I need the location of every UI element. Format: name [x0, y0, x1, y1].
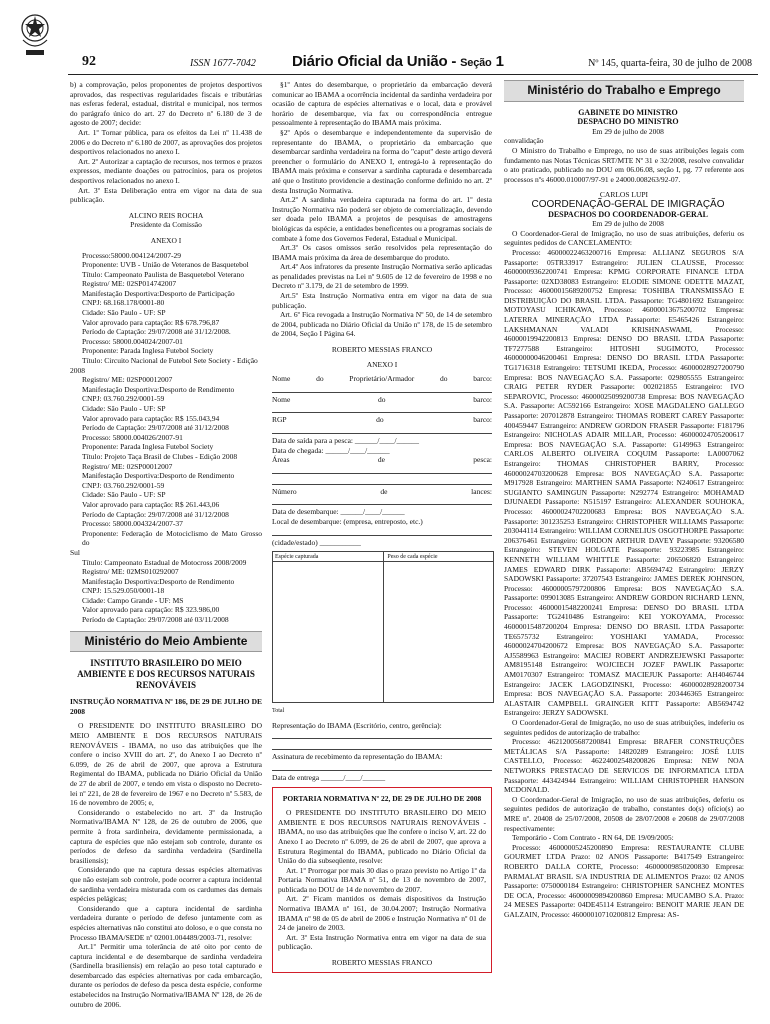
form-blank — [272, 476, 492, 485]
paragraph: O Coordenador-Geral de Imigração, no uso de suas atribuições, indeferiu os seguintes pedidos de autorização de trabalho: — [504, 718, 744, 737]
list-item: Valor aprovado para captação: R$ 323.986,00 — [82, 605, 220, 615]
annex-title: ANEXO I — [366, 359, 398, 369]
list-item: Período de Captação: 29/07/2008 até 31/12/2008 — [82, 423, 229, 433]
form-arrival: Data de chegada: ______/____/______ — [272, 445, 390, 455]
list-item: Manifestação Desportiva:Desporto de Participação — [82, 288, 235, 298]
list-item: Proponente: Federação de Motociclismo de Mato Grosso do — [82, 528, 262, 548]
species-table — [272, 551, 494, 703]
form-row-rgp — [272, 415, 492, 425]
form-label: de — [380, 486, 388, 496]
form-label: do — [316, 374, 324, 384]
form-landing-date: Data de desembarque: ______/____/______ — [272, 507, 405, 517]
section-label: Seção — [460, 57, 492, 69]
form-departure: Data de saída para a pesca: ______/____/______ — [272, 436, 420, 445]
paragraph: O Ministro do Trabalho e Emprego, no uso de suas atribuições legais com fundamento nas Notas Técnicas SRT/MTE Nº 31 e 32/2008, resolve convalidar o ato praticado, publicado no DOU em 06.06.08, seção I, pg. 77 referente aos processos nºs 46000.010007/97-91 e 24000.008263/92-07. — [504, 145, 744, 184]
list-item: Valor aprovado para captação: R$ 155.043,94 — [82, 413, 220, 423]
page-header — [0, 0, 770, 72]
form-blank — [272, 496, 492, 505]
form-blank — [272, 762, 492, 771]
list-item: Período de Captação: 29/07/2008 até 03/11/2008 — [82, 615, 229, 625]
form-blank — [272, 527, 492, 536]
paragraph: Temporário - Com Contrato - RN 64, DE 19/09/2005: — [512, 833, 674, 843]
signer-name: ROBERTO MESSIAS FRANCO — [331, 345, 433, 355]
list-item: Registro/ ME: 02SP014742007 — [82, 279, 177, 289]
form-label: Número — [272, 486, 297, 496]
paragraph: O Coordenador-Geral de Imigração, no uso de suas atribuições, deferiu os seguintes pedidos de autorização de trabalho, constantes do(s) ofício(s) ao MRE nº. 20408 de 25/07/2008, 20508 de 28/07/2008 e 20608 de 29/07/2008 respectivamente: — [504, 794, 744, 833]
journal-name: Diário Oficial da União — [292, 53, 448, 70]
coordinator-dispatch-date: Em 29 de julho de 2008 — [592, 219, 664, 229]
list-item: Registro/ ME: 02SP00012007 — [82, 375, 173, 385]
table-total: Total — [272, 708, 285, 715]
list-item: Valor aprovado para captação: R$ 261.443,06 — [82, 499, 220, 509]
paragraph: Art.5º Esta Instrução Normativa entra em vigor na data de sua publicação. — [272, 291, 492, 310]
form-label: de — [377, 455, 385, 465]
list-item: Proponente: Parada Inglesa Futebol Society — [82, 442, 214, 452]
paragraph: Art. 2º Ficam mantidos os demais dispositivos da Instrução Normativa IBAMA nº 161, de 30.04.2007; Instrução Normativa IBAMA nº 98 de 05 de abril de 2006 e Instrução Normativa nº 01 de 24 de janeiro de 2003. — [278, 894, 486, 933]
list-item: Processo:58000.004124/2007-29 — [82, 250, 181, 260]
form-label: do — [439, 374, 448, 384]
paragraph: Processo: 46000022463200716 Empresa: ALLIANZ SEGUROS S/A Passaporte: 05TR33917 Estrangeiro: JULIEN CLAUSSE, Processo: 46000009362200741 Empresa: KPMG CORPORATE FINANCE LTDA Passaporte: 02XD38083 Estrangeiro: ELODIE SIMONE ODETTE MAZAT, Processo: 46000015689200752 Empresa: TOSHIBA TRANSMISSÃO E DISTRIBUIÇÃO DO BRASIL LTDA. Passaporte: TG4801692 Estrangeiro: MOTOYASU ICHIKAWA, Processo: 46000013675200702 Empresa: LATERRA MINERAÇÃO LTDA Passaporte: E5465426 Estrangeiro: LAKSHMANAN VALADI KRISHNASWAMI, Processo: 46000019942200813 Empresa: DENSO DO BRASIL LTDA Passaporte: TF7277588 Estrangeiro: HITOSHI SUGIMOTO, Processo: 46000000046200461 Empresa: DENSO DO BRASIL LTDA Passaporte: TG1716318 Estrangeiro: TETSUMI IKEDA, Processo: 46000028927200790 Empresa: BOS NAVEGAÇÃO S.A. Passaporte: 029805555 Estrangeiro: CRAIG PETER RYDER Passaporte: 002021855 Estrangeiro: IVO SEPAROVIC, Processo: 46000025099200738 Empresa: BOS NAVEGAÇÃO S.A. Passaporte: AC592166 Estrangeiro: XOSE MAGDALENO GALLEGO Passaporte: 207012878 Estrangeiro: THOMAS ROBERT CAREY Passaporte: 400459447 Estrangeiro: ANDREW GORDON FRASER Passaporte: F181796 Estrangeiro: NICHOLAS ADAIR MILLAR, Processo: 46000024705200617 Empresa: BOS NAVEGAÇÃO S.A. Passaporte: G149963 Estrangeiro: CARLOS ALBERTO OLIVEIRA COQUIM Passaporte: LA0007062 Estrangeiro: THOMAS CHRISTOPHER BARRY, Processo: 46000024703200628 Empresa: BOS NAVEGAÇÃO S.A. Passaporte: M917928 Estrangeiro: MARTHEN SAMA Passaporte: N240617 Estrangeiro: SUGIANTO SAMINGUN Passaporte: N292774 Estrangeiro: MOHAMAD DJUNAEDI Passaporte: N515197 Estrangeiro: ALEXANDER SOUHOKA, Processo: 46000024702200683 Empresa: BOS NAVEGAÇÃO S.A. Passaporte: 301235253 Estrangeiro: CHRISTOPHER WILLIAMS Passaporte: 203044114 Estrangeiro: WILLIAM CORNELIUS OSGOTHORPE Passaporte: 206376461 Estrangeiro: GORDON ARTHUR DAVEY Passaporte: 93206580 Estrangeiro: STEVEN HOLGATE Passaporte: 93223985 Estrangeiro: KENNETH WILLIAM WHITTLE Passaporte: 206506820 Estrangeiro: JAMES EDWARD DIRK Passaporte: AB5694742 Estrangeiro: JERZY SADOWSKI Passaporte: 37207543 Estrangeiro: JAMES DEREK JOHNSON, Processo: 46000005797200806 Empresa: BOS NAVEGAÇÃO S.A. Passaporte: 099013085 Estrangeiro: ANDREW GORDON RICHARD LENN, Processo: 46000015482200241 Empresa: DENSO DO BRASIL LTDA Passaporte: TG2410486 Estrangeiro: KEI YOKOYAMA, Processo: 46000015487200204 Empresa: DENSO DO BRASIL LTDA Passaporte: TE6575732 Estrangeiro: YOSHIAKI YAMADA, Processo: 46000024704200672 Empresa: BOS NAVEGAÇÃO S.A. Passaporte: AJ5589963 Estrangeiro: MACIEJ ROBERT ANDRZEJEWSKI Passaporte: AM8195148 Estrangeiro: WOJCIECH JOZEF PAWLIK Passaporte: AM0170307 Estrangeiro: TOMASZ MACIEJUK Passaporte: AH4046744 Estrangeiro: JACEK LAGODZINSKI, Processo: 46000028928200734 Empresa: BOS NAVEGAÇÃO S.A. Passaporte: 203446365 Estrangeiro: ALASTAIR CAMPBELL GRAINGER KITT Passaporte: AB5694742 Estrangeiro: JERZY SADOWSKI. — [504, 247, 744, 718]
form-signature: Assinatura de recebimento da representação do IBAMA: — [272, 752, 443, 762]
form-label: RGP — [272, 415, 287, 425]
table-header-rule — [273, 561, 493, 562]
list-item: Manifestação Desportiva:Desporto de Rendimento — [82, 576, 235, 586]
paragraph: §1º Antes do desembarque, o proprietário da embarcação deverá comunicar ao IBAMA a ocorrência incidental da sardinha verdadeira por ocasião de captura de espécies alternativas e o local, data e provável horário de desembarque, via fax ou correspondência entregue pessoalmente à representação do IBAMA mais próxima. — [272, 80, 492, 128]
form-blank — [272, 465, 492, 474]
portaria-title: PORTARIA NORMATIVA Nº 22, DE 29 DE JULHO DE 2008 — [282, 793, 482, 803]
list-item: Registro/ ME: 02MS010292007 — [82, 567, 179, 577]
list-item: Período de Captação: 29/07/2008 até 31/12/2008 — [82, 509, 229, 519]
form-row-hauls — [272, 487, 492, 497]
dispatch-date: Em 29 de julho de 2008 — [592, 126, 664, 136]
form-blank — [272, 730, 492, 739]
paragraph: Art. 2º Autorizar a captação de recursos, nos termos e prazos expressos, mediante doações ou patrocínios, para os projetos desportivos relacionados no anexo I. — [70, 156, 262, 185]
paragraph: Considerando que na captura dessas espécies alternativas que não estejam sob controle, pode ocorrer a captura incidental de sardinha verdadeira misturada com os cardumes das demais espécies pelágicas; — [70, 865, 262, 904]
convalidation-label: convalidação — [504, 136, 544, 146]
list-item: CNPJ: 03.760.292/0001-59 — [82, 480, 165, 490]
paragraph: Art.1º Permitir uma tolerância de até oito por cento de captura incidental e de desembarque de sardinha verdadeira (Sardinella brasiliensis) em relação ao peso total capturado e desembarcado das espécies alternativas por cada embarcação, durante os períodos de defeso da pesca desta espécie, conforme estabelecidos na Instrução Normativa/IBAMA Nº 128, de 26 de outubro de 2006. — [70, 942, 262, 1009]
paragraph: O PRESIDENTE DO INSTITUTO BRASILEIRO DO MEIO AMBIENTE E DOS RECURSOS NATURAIS RENOVÁVEIS - IBAMA, no uso das atribuições que lhe confere o inciso XVIII do art. 2º, do Anexo I ao Decreto nº 6.099, de 26 de abril de 2007, que aprova a Estrutura Regimental do IBAMA, publicada no Diário Oficial da União de 27 de abril de 2007, e tendo em vista o disposto no Decreto-lei nº 221, de 28 de fevereiro de 1967 e no Decreto nº 5.583, de 16 de novembro de 2005; e, — [70, 721, 262, 808]
paragraph: Processo: 46000005245200890 Empresa: RESTAURANTE CLUBE GOURMET LTDA Prazo: 02 ANOS Passaporte: B417549 Estrangeiro: ROBERTO DALLA CORTE, Processo: 46000009850200830 Empresa: PARMALAT BRASIL S/A INDUSTRIA DE ALIMENTOS Prazo: 02 ANOS Passaporte: 0750000184 Estrangeiro: CHRISTOPHER SANCHEZ MONTES DE OCA, Processo: 46000009894200860 Empresa: MUCAMBO S.A. Prazo: 24 MESES Passaporte: 04DE45114 Estrangeiro: BENOIT MARIE JEAN DE GALZAIN, Processo: 46000010710200812 Empresa: AS- — [504, 842, 744, 919]
list-item: Título: Projeto Taça Brasil de Clubes - Edição 2008 — [82, 451, 238, 461]
list-item: Manifestação Desportiva:Desporto de Rendimento — [82, 384, 235, 394]
list-item: Proponente: Parada Inglesa Futebol Society — [82, 346, 214, 356]
annex-form — [272, 374, 492, 782]
form-blank — [272, 384, 492, 393]
paragraph: Art. 6º Fica revogada a Instrução Normativa Nº 50, de 14 de setembro de 2004, publicada no Diário Oficial da União nº 178, de 15 de setembro de 2004, Seção I Página 64. — [272, 310, 492, 339]
coordinator-dispatch-heading: DESPACHOS DO COORDENADOR-GERAL — [548, 209, 708, 219]
list-item: Processo: 58000.004026/2007-91 — [82, 432, 183, 442]
page-number: 92 — [82, 54, 96, 69]
form-blank — [272, 741, 492, 750]
paragraph: b) a comprovação, pelos proponentes de projetos desportivos aprovados, das respectivas regularidades fiscais e tributárias nas esferas federal, estadual, distrital e municipal, nos termos do parágrafo único do art. 27 do Decreto nº 6.180 de 3 de agosto de 2007; decide: — [70, 80, 262, 128]
state-tag: Sul — [70, 547, 81, 557]
annex-title: ANEXO I — [150, 235, 182, 245]
paragraph: §2º Após o desembarque e independentemente da supervisão de representante do IBAMA, o proprietário da embarcação que desembarcar sardinha verdadeira na forma do "caput" deste artigo deverá preencher o formulário do ANEXO I, entregá-lo à representação do IBAMA mais próxima e conservar a sardinha capturada e desembarcada até que o Instituto providencie a destinação conforme definido no art. 2º desta Instrução Normativa. — [272, 127, 492, 195]
form-blank — [272, 425, 492, 434]
table-header-species: Espécie capturada — [275, 554, 319, 561]
list-item: Cidade: São Paulo - UF: SP — [82, 404, 166, 413]
list-item: Processo: 58000.004024/2007-01 — [82, 336, 183, 346]
section-number: 1 — [495, 53, 504, 70]
form-label: lances: — [471, 486, 492, 496]
form-delivery-date: Data de entrega ______/____/______ — [272, 772, 386, 782]
list-item: Manifestação Desportiva:Desporto de Rendimento — [82, 471, 235, 481]
year-tag: 2008 — [70, 365, 85, 375]
form-row-boat-name — [272, 395, 492, 405]
signer-name: ROBERTO MESSIAS FRANCO — [331, 958, 433, 968]
dispatch-heading: DESPACHO DO MINISTRO — [577, 117, 679, 127]
list-item: Cidade: Campo Grande - UF: MS — [82, 595, 184, 605]
form-label: Proprietário/Armador — [349, 374, 415, 384]
paragraph: Processo: 46212005687200841 Empresa: BRAFER CONSTRUÇÕES METÁLICAS S/A Passaporte: 14820289 Estrangeiro: JOSÉ LUIS CASTELLO, Processo: 46224002548200826 Empresa: NEW NOA NETWORKS PRESTACAO DE SERVICOS DE INFORMATICA LTDA Passaporte: 443424944 Estrangeiro: WILLIAM CHRISTOPHER HANSON MCDONALD. — [504, 737, 744, 795]
institute-heading: INSTITUTO BRASILEIRO DO MEIO AMBIENTE E DOS RECURSOS NATURAIS RENOVÁVEIS — [77, 658, 255, 691]
list-item: Processo: 58000.004324/2007-37 — [82, 519, 183, 529]
form-label: Nome — [272, 374, 291, 384]
form-row-areas — [272, 455, 492, 465]
form-representation: Representação do IBAMA (Escritório, centro, gerência): — [272, 720, 442, 730]
table-divider — [383, 552, 384, 702]
paragraph: Art. 1º Prorrogar por mais 30 dias o prazo previsto no Artigo 1º da Portaria Normativa IBAMA nº 51, de 13 de novembro de 2007, publicada no DOU de 14 de novembro de 2007. — [278, 865, 486, 894]
header-rule — [68, 74, 758, 75]
paragraph: Art.2º A sardinha verdadeira capturada na forma do art. 1º desta Instrução Normativa não poderá ser objeto de comercialização, devendo ser doada pelo IBAMA a projetos de pesquisas de amostragens biológicas da espécie, a entidades beneficentes ou a programas sociais de combate à fome dos Governos Federal, Estadual e Municipal. — [272, 195, 492, 243]
normative-title: INSTRUÇÃO NORMATIVA Nº 186, DE 29 DE JULHO DE 2008 — [70, 697, 262, 716]
list-item: Registro/ ME: 02SP00012007 — [82, 461, 173, 471]
form-blank — [272, 404, 492, 413]
form-label: pesca: — [473, 455, 492, 465]
list-item: Título: Campeonato Paulista de Basquetebol Veterano — [82, 269, 245, 279]
form-label: barco: — [473, 374, 492, 384]
paragraph: Art. 3º Esta Instrução Normativa entra em vigor na data de sua publicação. — [278, 932, 486, 952]
edition-date: Nº 145, quarta-feira, 30 de julho de 2008 — [588, 58, 752, 69]
list-item: Proponente: UVB - União de Veteranos de Basquetebol — [82, 260, 249, 270]
cabinet-heading: GABINETE DO MINISTRO — [578, 107, 678, 117]
republic-coat-of-arms-icon — [18, 10, 52, 60]
list-item: CNPJ: 15.529.050/0001-18 — [82, 586, 165, 596]
paragraph: Art.4º Aos infratores da presente Instrução Normativa serão aplicadas as penalidades previstas na Lei nº 9.605 de 12 de fevereiro de 1998 e no Decreto nº 3.179, de 21 de setembro de 1999. — [272, 262, 492, 291]
form-label: barco: — [473, 415, 492, 425]
paragraph: O PRESIDENTE DO INSTITUTO BRASILEIRO DO MEIO AMBIENTE E DOS RECURSOS NATURAIS RENOVÁVEIS - IBAMA, no uso das atribuições que lhe confere o inciso V, art. 22 do Anexo I ao Decreto nº 6.099, de 26 de abril de 2007, que aprova a Estrutura Regimental do IBAMA, publicado no Diário Oficial da União do dia subseqüente, resolve: — [278, 808, 486, 866]
list-item: Período de Captação: 29/07/2008 até 31/12/2008. — [82, 327, 231, 337]
table-header-weight: Peso de cada espécie — [387, 554, 438, 561]
ministry-band: Ministério do Meio Ambiente — [70, 631, 262, 653]
column-1 — [70, 80, 262, 1009]
list-item: CNPJ: 68.168.178/0001-80 — [82, 298, 165, 308]
issn-label: ISSN 1677-7042 — [190, 58, 256, 69]
highlighted-portaria — [272, 787, 492, 973]
column-2 — [272, 80, 492, 973]
form-landing-place: Local de desembarque: (empresa, entreposto, etc.) — [272, 516, 423, 526]
list-item: Cidade: São Paulo - UF: SP — [82, 308, 166, 318]
list-item: Cidade: São Paulo - UF: SP — [82, 490, 166, 500]
project-list-1 — [70, 251, 262, 625]
form-label: Nome — [272, 394, 291, 404]
form-row-owner — [272, 374, 492, 384]
paragraph: Art. 1º Tornar pública, para os efeitos da Lei nº 11.438 de 2006 e do Decreto nº 6.180 de 2007, as aprovações dos projetos desportivos relacionados no anexo I. — [70, 127, 262, 157]
paragraph: Considerando que a captura incidental de sardinha verdadeira durante o período de defeso juntamente com as espécies alternativas não constitui ato doloso, e o que consta no Processo IBAMA/SEDE nº 02001.004489/2003-71, resolve: — [70, 903, 262, 942]
list-item: CNPJ: 03.760.292/0001-59 — [82, 394, 165, 404]
ministry-band: Ministério do Trabalho e Emprego — [504, 80, 744, 102]
list-item: Valor aprovado para captação: R$ 678.796,87 — [82, 317, 220, 327]
journal-title: Diário Oficial da União - Seção 1 — [292, 53, 504, 70]
signer-name: CARLOS LUPI — [599, 190, 649, 200]
signer-role: Presidente da Comissão — [130, 220, 202, 230]
form-city: (cidade/estado) ___________ — [272, 537, 361, 547]
signer-name: ALCINO REIS ROCHA — [128, 210, 204, 220]
form-label: do — [376, 415, 384, 425]
paragraph: Art.3º Os casos omissos serão resolvidos pela representação do IBAMA mais próxima da área de desembarque do produto. — [272, 243, 492, 262]
form-label: barco: — [473, 394, 492, 404]
paragraph: Art. 3º Esta Deliberação entra em vigor na data de sua publicação. — [70, 185, 262, 205]
form-label: Áreas — [272, 455, 290, 465]
column-3 — [504, 80, 744, 919]
list-item: Título: Campeonato Estadual de Motocross 2008/2009 — [82, 557, 247, 567]
paragraph: O Coordenador-Geral de Imigração, no uso de suas atribuições, deferiu os seguintes pedidos de CANCELAMENTO: — [504, 228, 744, 248]
form-label: do — [378, 394, 386, 404]
list-item: Título: Circuito Nacional de Futebol Sete Society - Edição — [82, 356, 258, 366]
coordination-title: COORDENAÇÃO-GERAL DE IMIGRAÇÃO — [531, 198, 725, 210]
paragraph: Considerando o estabelecido no art. 3º da Instrução Normativa/IBAMA Nº 128, de 26 de outubro de 2006, que permite à frota sardinheira, devidamente permissionada, a captura de espécies que não estejam sob controle, durante os períodos de defeso da sardinha verdadeira (Sardinella brasiliensis); — [70, 807, 262, 865]
